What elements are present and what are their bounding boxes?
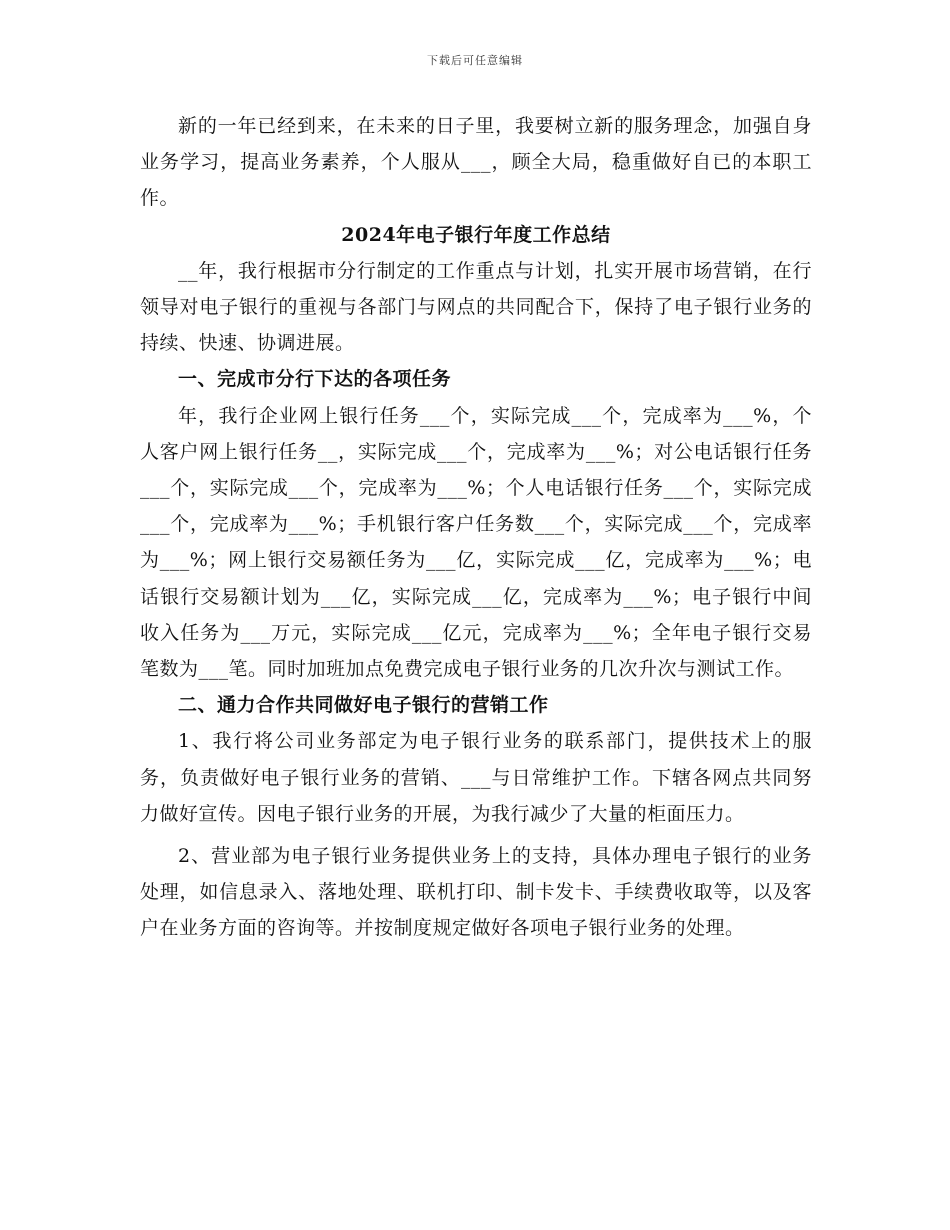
section-2-heading: 二、通力合作共同做好电子银行的营销工作 [178,694,549,717]
section-1-heading: 一、完成市分行下达的各项任务 [178,368,452,391]
opening-paragraph: __年，我行根据市分行制定的工作重点与计划，扎实开展市场营销，在行领导对电子银行的重视与各部门与网点的共同配合下，保持了电子银行业务的持续、快速、协调进展。 [140,259,812,355]
document-body [140,108,812,947]
intro-paragraph: 新的一年已经到来，在未来的日子里，我要树立新的服务理念，加强自身业务学习，提高业务素养，个人服从___，顾全大局，稳重做好自已的本职工作。 [140,115,812,210]
page-header: 下载后可任意编辑 [427,54,523,67]
section-2-item-1: 1、我行将公司业务部定为电子银行业务的联系部门，提供技术上的服务，负责做好电子银行业务的营销、___与日常维护工作。下辖各网点共同努力做好宣传。因电子银行业务的开展，为我行减少了大量的柜面压力。 [140,730,812,825]
document-title: 2024年电子银行年度工作总结 [341,223,611,246]
section-2-item-2: 2、营业部为电子银行业务提供业务上的支持，具体办理电子银行的业务处理，如信息录入、落地处理、联机打印、制卡发卡、手续费收取等，以及客户在业务方面的咨询等。并按制度规定做好各项电子银行业务的处理。 [140,845,812,940]
section-1-paragraph: 年，我行企业网上银行任务___个，实际完成___个，完成率为___%，个人客户网上银行任务__，实际完成___个，完成率为___%；对公电话银行任务___个，实际完成___个，完成率为___%；个人电话银行任务___个，实际完成___个，完成率为___%；手机银行客户任务数___个，实际完成___个，完成率为___%；网上银行交易额任务为___亿，实际完成___亿，完成率为___%；电话银行交易额计划为___亿，实际完成___亿，完成率为___%；电子银行中间收入任务为___万元，实际完成___亿元，完成率为___%；全年电子银行交易笔数为___笔。同时加班加点免费完成电子银行业务的几次升次与测试工作。 [140,404,812,681]
